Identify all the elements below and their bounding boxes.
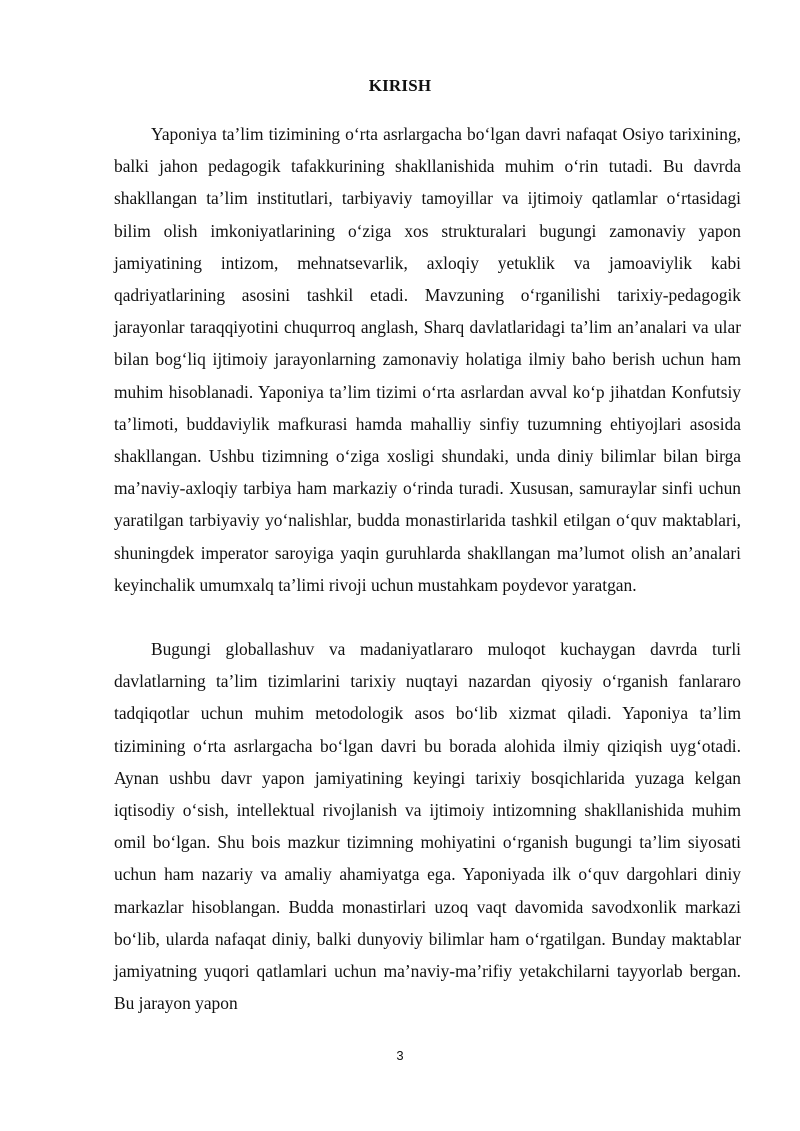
paragraph-1: Yaponiya ta’lim tizimining o‘rta asrlargacha bo‘lgan davri nafaqat Osiyo tarixining, balki jahon pedagogik tafakkurining shakllanishida muhim o‘rin tutadi. Bu davrda shakllangan ta’lim institutlari, tarbiyaviy tamoyillar va ijtimoiy qatlamlar o‘rtasidagi bilim olish imkoniyatlarining o‘ziga xos strukturalari bugungi zamonaviy yapon jamiyatining intizom, mehnatsevarlik, axloqiy yetuklik va jamoaviylik kabi qadriyatlarining asosini tashkil etadi. Mavzuning o‘rganilishi tarixiy-pedagogik jarayonlar taraqqiyotini chuqurroq anglash, Sharq davlatlaridagi ta’lim an’analari va ular bilan bog‘liq ijtimoiy jarayonlarning zamonaviy holatiga ilmiy baho berish uchun ham muhim hisoblanadi. Yaponiya ta’lim tizimi o‘rta asrlardan avval ko‘p jihatdan Konfutsiy ta’limoti, buddaviylik mafkurasi hamda mahalliy sinfiy tuzumning ehtiyojlari asosida shakllangan. Ushbu tizimning o‘ziga xosligi shundaki, unda diniy bilimlar bilan birga ma’naviy-axloqiy tarbiya ham markaziy o‘rinda turadi. Xususan, samuraylar sinfi uchun yaratilgan tarbiyaviy yo‘nalishlar, budda monastirlarida tashkil etilgan o‘quv maktablari, shuningdek imperator saroyiga yaqin guruhlarda shakllangan ma’lumot olish an’analari keyinchalik umumxalq ta’limi rivoji uchun mustahkam poydevor yaratgan. [114, 124, 741, 595]
paragraph-2: Bugungi globallashuv va madaniyatlararo muloqot kuchaygan davrda turli davlatlarning ta’lim tizimlarini tarixiy nuqtayi nazardan qiyosiy o‘rganish fanlararo tadqiqotlar uchun muhim metodologik asos bo‘lib xizmat qiladi. Yaponiya ta’lim tizimining o‘rta asrlargacha bo‘lgan davri bu borada alohida ilmiy qiziqish uyg‘otadi. Aynan ushbu davr yapon jamiyatining keyingi tarixiy bosqichlarida yuzaga kelgan iqtisodiy o‘sish, intellektual rivojlanish va ijtimoiy intizomning shakllanishida muhim omil bo‘lgan. Shu bois mazkur tizimning mohiyatini o‘rganish bugungi ta’lim siyosati uchun ham nazariy va amaliy ahamiyatga ega. Yaponiyada ilk o‘quv dargohlari diniy markazlar hisoblangan. Budda monastirlari uzoq vaqt davomida savodxonlik markazi bo‘lib, ularda nafaqat diniy, balki dunyoviy bilimlar ham o‘rgatilgan. Bunday maktablar jamiyatning yuqori qatlamlari uchun ma’naviy-ma’rifiy yetakchilarni tayyorlab bergan. Bu jarayon yapon [114, 639, 741, 1014]
page-number: 3 [396, 1048, 404, 1063]
section-heading: KIRISH [368, 76, 432, 95]
